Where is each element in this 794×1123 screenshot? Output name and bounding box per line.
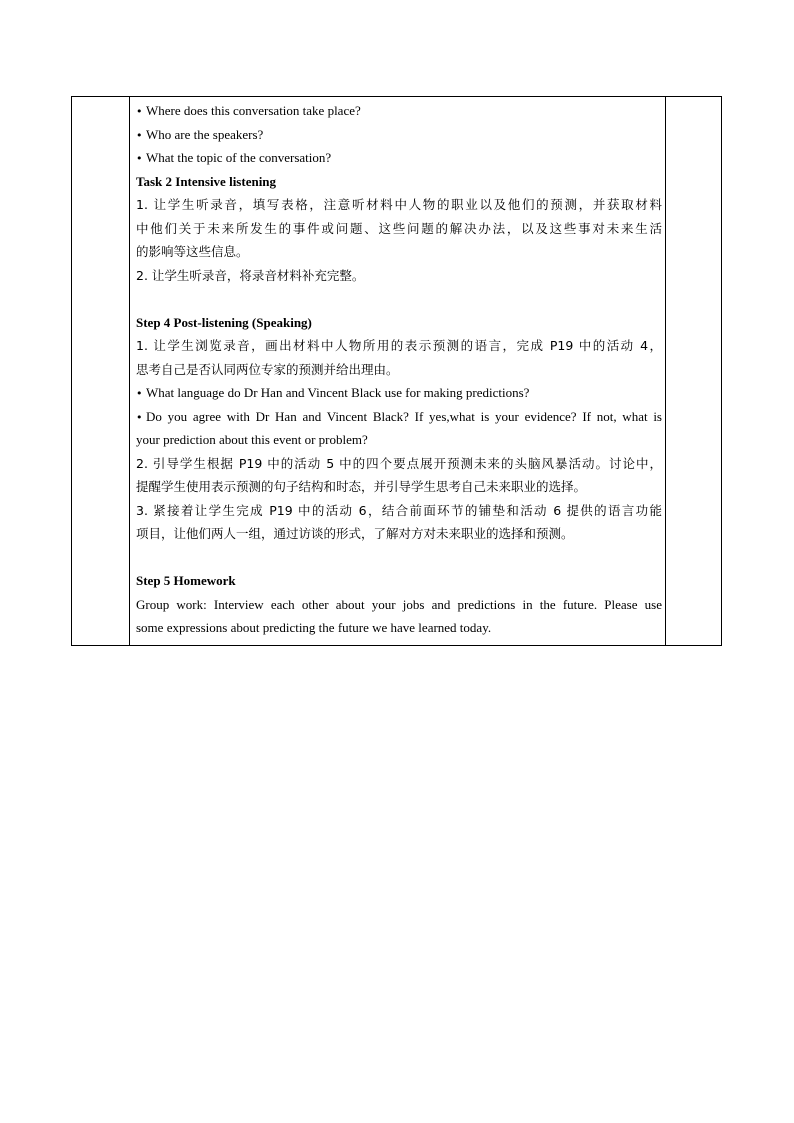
question-location: • Where does this conversation take place? <box>136 99 662 123</box>
step4-item1-line2: 思考自己是否认同两位专家的预测并给出理由。 <box>136 361 399 377</box>
task2-item1-line2: 中他们关于未来所发生的事件或问题、这些问题的解决办法，以及这些事对未来生活 <box>136 220 662 236</box>
homework-line1: Group work: Interview each other about your jobs and predictions in the future. Please use <box>136 596 662 612</box>
step4-item1-line1: 1. 让学生浏览录音，画出材料中人物所用的表示预测的语言，完成 P19 中的活动 4， <box>136 338 662 353</box>
homework-line2: some expressions about predicting the future we have learned today. <box>136 620 492 635</box>
step4-item3-line2: 项目，让他们两人一组，通过访谈的形式，了解对方对未来职业的选择和预测。 <box>136 526 574 541</box>
question-speakers: • Who are the speakers? <box>136 123 662 147</box>
question-prediction-language: • What language do Dr Han and Vincent Black use for making predictions? <box>136 381 662 405</box>
lesson-plan-table <box>71 96 722 646</box>
spacer <box>136 546 662 570</box>
step4-item2-line1: 2. 引导学生根据 P19 中的活动 5 中的四个要点展开预测未来的头脑风暴活动。讨论中， <box>136 455 662 471</box>
task2-item2: 2. 让学生听录音，将录音材料补充完整。 <box>136 267 365 283</box>
step4-heading: Step 4 Post-listening (Speaking) <box>136 314 312 330</box>
column-divider-left <box>129 97 130 645</box>
task2-heading: Task 2 Intensive listening <box>136 173 277 189</box>
column-divider-right <box>665 97 666 645</box>
step4-item3-line1: 3. 紧接着让学生完成 P19 中的活动 6，结合前面环节的铺垫和活动 6 提供的语言功能 <box>136 502 662 518</box>
question-topic: • What the topic of the conversation? <box>136 146 662 170</box>
question-agree-line1: • Do you agree with Dr Han and Vincent Black? If yes,what is your evidence? If not, what is <box>136 405 662 429</box>
step4-item2-line2: 提醒学生使用表示预测的句子结构和时态，并引导学生思考自己未来职业的选择。 <box>136 479 587 494</box>
procedure-cell <box>136 99 662 640</box>
spacer <box>136 287 662 311</box>
task2-item1-line3: 的影响等这些信息。 <box>136 244 249 259</box>
task2-item1-line1: 1. 让学生听录音，填写表格，注意听材料中人物的职业以及他们的预测，并获取材料 <box>136 197 662 212</box>
step5-heading: Step 5 Homework <box>136 573 236 588</box>
question-agree-line2: your prediction about this event or problem? <box>136 432 368 447</box>
